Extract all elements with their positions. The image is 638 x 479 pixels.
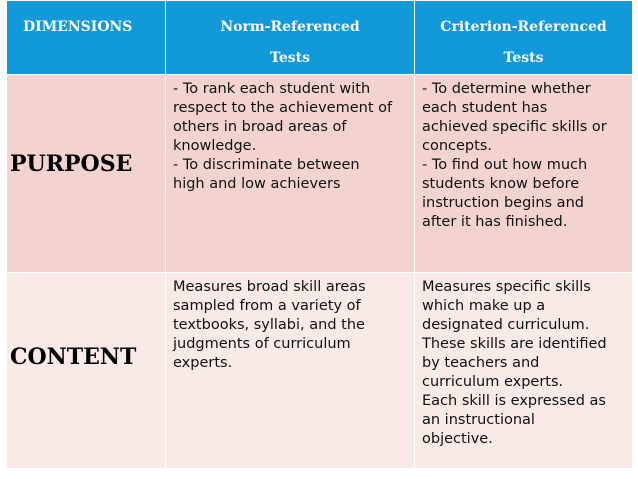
bottom-margin: [0, 468, 638, 479]
text-line: - To determine whether: [422, 81, 591, 97]
row-label-content: CONTENT: [7, 273, 166, 472]
text-line: Measures broad skill areas: [173, 279, 366, 295]
table-row-purpose: [7, 75, 633, 273]
text-line: Each skill is expressed as: [422, 393, 606, 409]
text-line: objective.: [422, 431, 493, 447]
header-row: [7, 1, 633, 75]
header-criterion-referenced: [415, 1, 633, 75]
header-criterion-line-2: Tests: [503, 50, 544, 66]
header-dimensions-label: DIMENSIONS: [23, 19, 133, 35]
text-line: curriculum experts.: [422, 374, 564, 390]
table-row-content: [7, 273, 633, 472]
text-line: respect to the achievement of: [173, 100, 393, 116]
row-label-purpose: PURPOSE: [7, 75, 166, 273]
text-line: These skills are identified: [422, 336, 607, 352]
text-line: Measures specific skills: [422, 279, 591, 295]
text-line: each student has: [422, 100, 548, 116]
content-criterion-cell: [415, 273, 633, 472]
header-norm-line-1: Norm-Referenced: [220, 19, 360, 35]
purpose-criterion-cell: [415, 75, 633, 273]
text-line: students know before: [422, 176, 580, 192]
text-line: achieved specific skills or: [422, 119, 607, 135]
text-line: after it has finished.: [422, 214, 568, 230]
text-line: others in broad areas of: [173, 119, 347, 135]
text-line: - To find out how much: [422, 157, 588, 173]
header-criterion-line-1: Criterion-Referenced: [440, 19, 607, 35]
text-line: knowledge.: [173, 138, 257, 154]
text-line: sampled from a variety of: [173, 298, 361, 314]
text-line: experts.: [173, 355, 233, 371]
comparison-table: [6, 0, 633, 472]
text-line: textbooks, syllabi, and the: [173, 317, 365, 333]
text-line: high and low achievers: [173, 176, 341, 192]
text-line: judgments of curriculum: [173, 336, 351, 352]
text-line: concepts.: [422, 138, 492, 154]
text-line: - To rank each student with: [173, 81, 371, 97]
text-line: designated curriculum.: [422, 317, 590, 333]
content-norm-cell: [166, 273, 415, 472]
text-line: instruction begins and: [422, 195, 584, 211]
text-line: which make up a: [422, 298, 546, 314]
header-norm-referenced: [166, 1, 415, 75]
text-line: an instructional: [422, 412, 535, 428]
header-dimensions: [7, 1, 166, 75]
text-line: - To discriminate between: [173, 157, 360, 173]
purpose-norm-cell: [166, 75, 415, 273]
text-line: by teachers and: [422, 355, 540, 371]
header-norm-line-2: Tests: [270, 50, 310, 66]
